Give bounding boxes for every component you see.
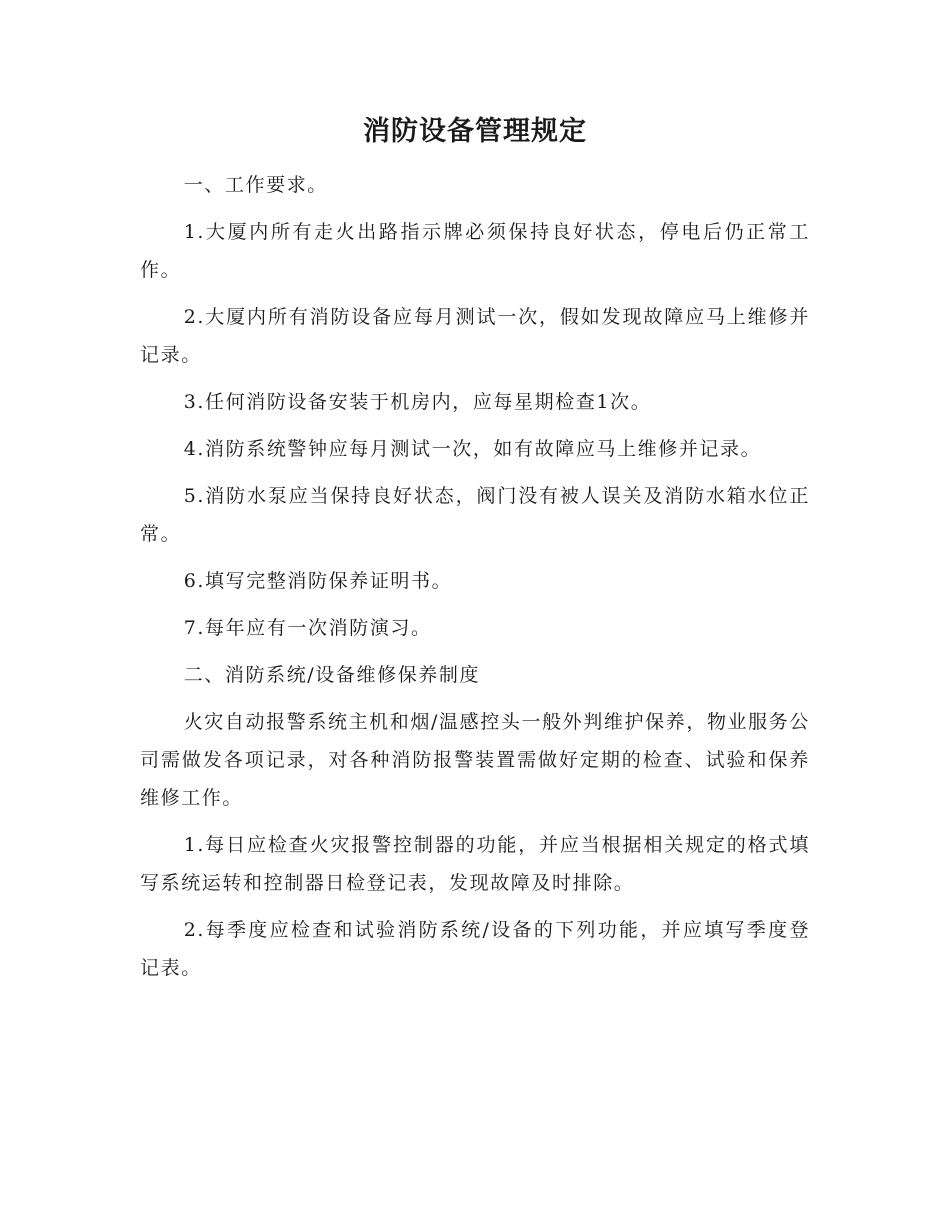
paragraph: 4.消防系统警钟应每月测试一次，如有故障应马上维修并记录。 <box>183 438 762 460</box>
section-heading-work-requirements: 一、工作要求。 <box>183 174 328 196</box>
paragraph: 2.大厦内所有消防设备应每月测试一次，假如发现故障应马上维修并记录。 <box>140 306 810 366</box>
paragraph: 7.每年应有一次消防演习。 <box>183 617 432 639</box>
document-body <box>140 166 810 996</box>
paragraph: 火灾自动报警系统主机和烟/温感控头一般外判维护保养，物业服务公司需做发各项记录，对各种消防报警装置需做好定期的检查、试验和保养维修工作。 <box>140 711 810 809</box>
paragraph: 1.每日应检查火灾报警控制器的功能，并应当根据相关规定的格式填写系统运转和控制器日检登记表，发现故障及时排除。 <box>140 834 810 894</box>
paragraph: 2.每季度应检查和试验消防系统/设备的下列功能，并应填写季度登记表。 <box>140 919 810 979</box>
section-heading-maintenance-system: 二、消防系统/设备维修保养制度 <box>183 664 481 686</box>
paragraph: 5.消防水泵应当保持良好状态，阀门没有被人误关及消防水箱水位正常。 <box>140 485 810 545</box>
paragraph: 3.任何消防设备安装于机房内，应每星期检查1次。 <box>183 391 652 413</box>
paragraph: 1.大厦内所有走火出路指示牌必须保持良好状态，停电后仍正常工作。 <box>140 221 810 281</box>
document-title: 消防设备管理规定 <box>363 116 587 147</box>
paragraph: 6.填写完整消防保养证明书。 <box>183 570 453 592</box>
